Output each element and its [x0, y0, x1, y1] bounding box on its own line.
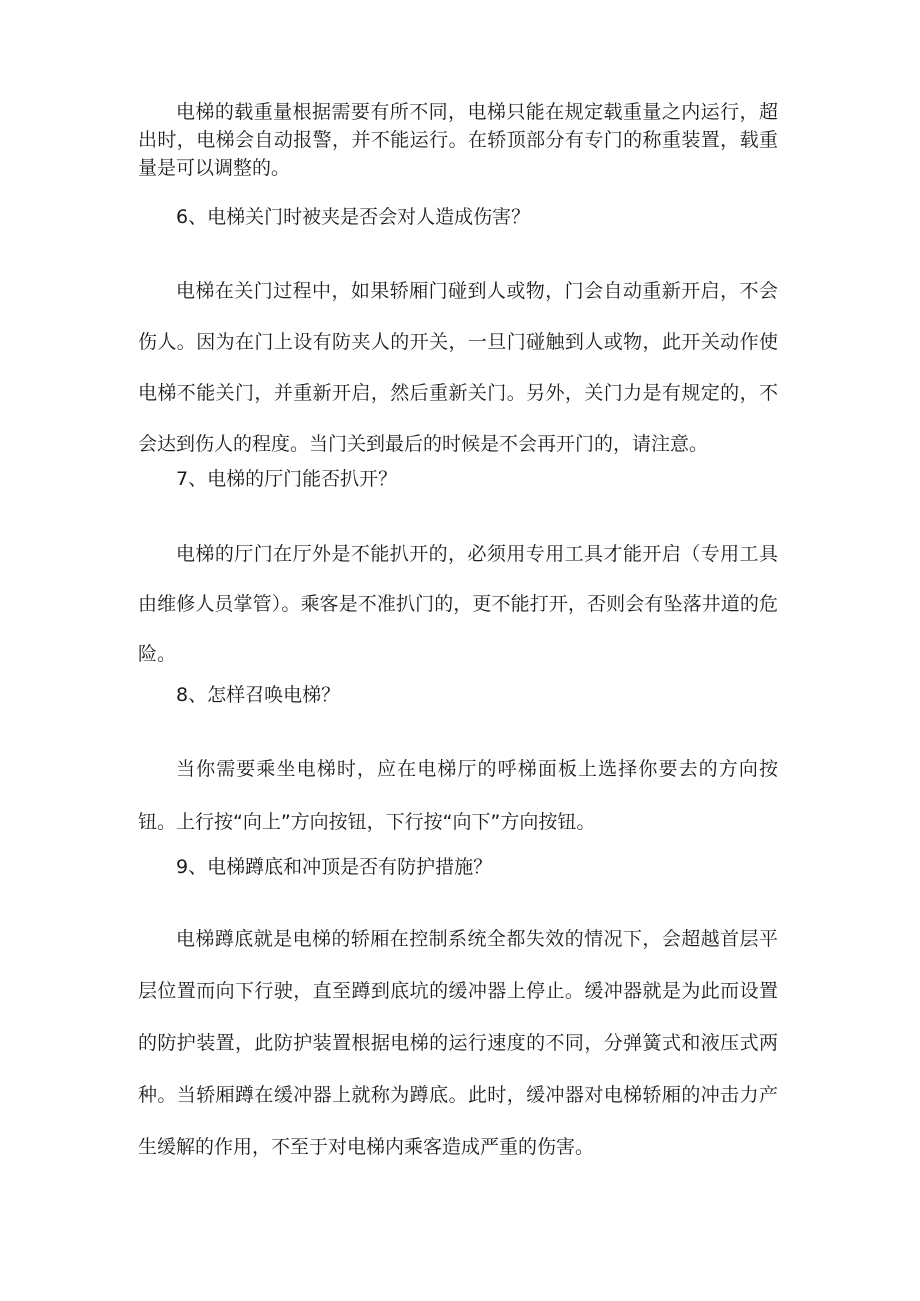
question-8-heading: 8、怎样召唤电梯？ [176, 684, 341, 706]
question-7-heading: 7、电梯的厅门能否扒开？ [176, 468, 398, 490]
answer-9-paragraph: 电梯蹲底就是电梯的轿厢在控制系统全都失效的情况下，会超越首层平层位置而向下行驶，直至蹲到底坑的缓冲器上停止。缓冲器就是为此而设置的防护装置，此防护装置根据电梯的运行速度的不同，分弹簧式和液压式两种。当轿厢蹲在缓冲器上就称为蹲底。此时，缓冲器对电梯轿厢的冲击力产生缓解的作用，不至于对电梯内乘客造成严重的伤害。 [138, 928, 778, 1158]
intro-paragraph: 电梯的载重量根据需要有所不同，电梯只能在规定载重量之内运行，超出时，电梯会自动报警，并不能运行。在轿顶部分有专门的称重装置，载重量是可以调整的。 [138, 101, 778, 179]
question-6-heading: 6、电梯关门时被夹是否会对人造成伤害？ [176, 206, 531, 228]
answer-7-paragraph: 电梯的厅门在厅外是不能扒开的，必须用专用工具才能开启（专用工具由维修人员掌管）。乘客是不准扒门的，更不能打开，否则会有坠落井道的危险。 [138, 543, 778, 665]
question-9-heading: 9、电梯蹲底和冲顶是否有防护措施？ [176, 856, 493, 878]
answer-8-paragraph: 当你需要乘坐电梯时，应在电梯厅的呼梯面板上选择你要去的方向按钮。上行按“向上”方向按钮，下行按“向下”方向按钮。 [138, 758, 778, 833]
answer-6-paragraph: 电梯在关门过程中，如果轿厢门碰到人或物，门会自动重新开启，不会伤人。因为在门上设有防夹人的开关，一旦门碰触到人或物，此开关动作使电梯不能关门，并重新开启，然后重新关门。另外，关门力是有规定的，不会达到伤人的程度。当门关到最后的时候是不会再开门的，请注意。 [138, 280, 778, 455]
